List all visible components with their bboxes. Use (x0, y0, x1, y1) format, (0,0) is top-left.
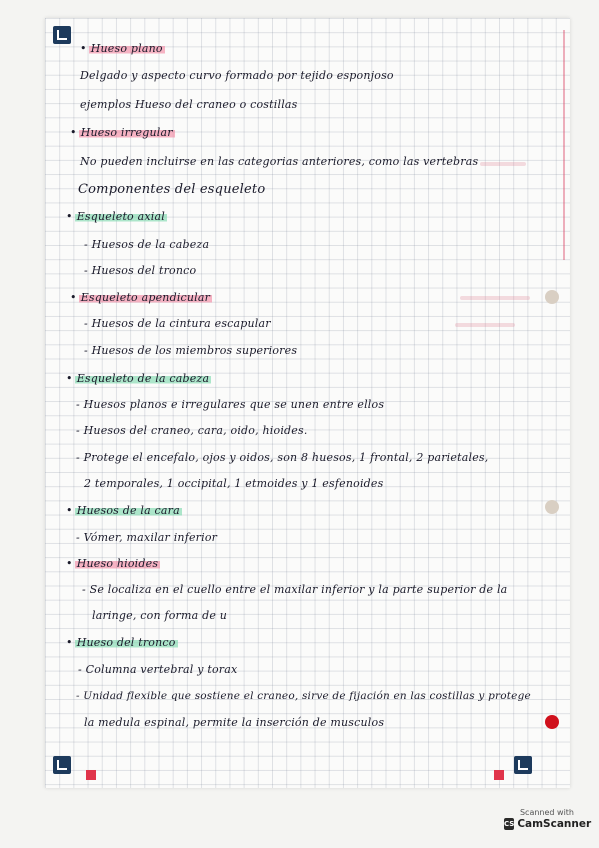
binder-hole (545, 500, 559, 514)
note-line: • Esqueleto apendicular (70, 291, 211, 304)
note-line: - Vómer, maxilar inferior (76, 531, 218, 544)
corner-marker-icon (53, 26, 71, 44)
note-line: Delgado y aspecto curvo formado por tejido esponjoso (80, 69, 394, 82)
scanner-caption: Scanned with (519, 808, 575, 817)
note-line: • Hueso hioides (66, 557, 159, 570)
note-line: • Hueso plano (80, 42, 163, 55)
red-marker (494, 770, 504, 780)
section-heading: Componentes del esqueleto (78, 182, 266, 197)
corner-marker-icon (53, 756, 71, 774)
camscanner-logo-icon: CS (504, 820, 515, 828)
scanner-brand (504, 818, 590, 830)
note-line: - Huesos de la cintura escapular (84, 317, 271, 330)
note-line: • Hueso del tronco (66, 636, 176, 649)
note-line: - Huesos planos e irregulares que se unen entre ellos (76, 398, 385, 411)
note-line: 2 temporales, 1 occipital, 1 etmoides y 1 esfenoides (84, 477, 384, 490)
note-line: - Se localiza en el cuello entre el maxilar inferior y la parte superior de la (82, 583, 508, 596)
note-line: - Protege el encefalo, ojos y oidos, son 8 huesos, 1 frontal, 2 parietales, (76, 451, 489, 464)
note-line: - Huesos del tronco (84, 264, 197, 277)
binder-hole-red (545, 715, 559, 729)
note-line: No pueden incluirse en las categorias anteriores, como las vertebras (80, 155, 479, 168)
note-line: - Huesos de los miembros superiores (84, 344, 298, 357)
note-line: ejemplos Hueso del craneo o costillas (80, 98, 298, 111)
note-line: - Columna vertebral y torax (78, 663, 238, 676)
bleed-through-mark (480, 162, 526, 166)
note-line: - Huesos de la cabeza (84, 238, 210, 251)
scanner-name: CamScanner (517, 818, 592, 830)
camscanner-badge (504, 808, 590, 838)
note-line: laringe, con forma de u (92, 609, 228, 622)
bleed-through-mark (460, 296, 530, 300)
bleed-through-mark (455, 323, 515, 327)
note-line: • Esqueleto axial (66, 210, 165, 223)
note-line: • Huesos de la cara (66, 504, 180, 517)
note-line: - Unidad flexible que sostiene el craneo, sirve de fijación en las costillas y protege (76, 690, 531, 702)
note-line: • Hueso irregular (70, 126, 173, 139)
note-line: - Huesos del craneo, cara, oido, hioides. (76, 424, 308, 437)
margin-line (563, 30, 565, 260)
note-line: • Esqueleto de la cabeza (66, 372, 210, 385)
corner-marker-icon (514, 756, 532, 774)
note-line: la medula espinal, permite la inserción de musculos (84, 716, 385, 729)
binder-hole (545, 290, 559, 304)
red-marker (86, 770, 96, 780)
